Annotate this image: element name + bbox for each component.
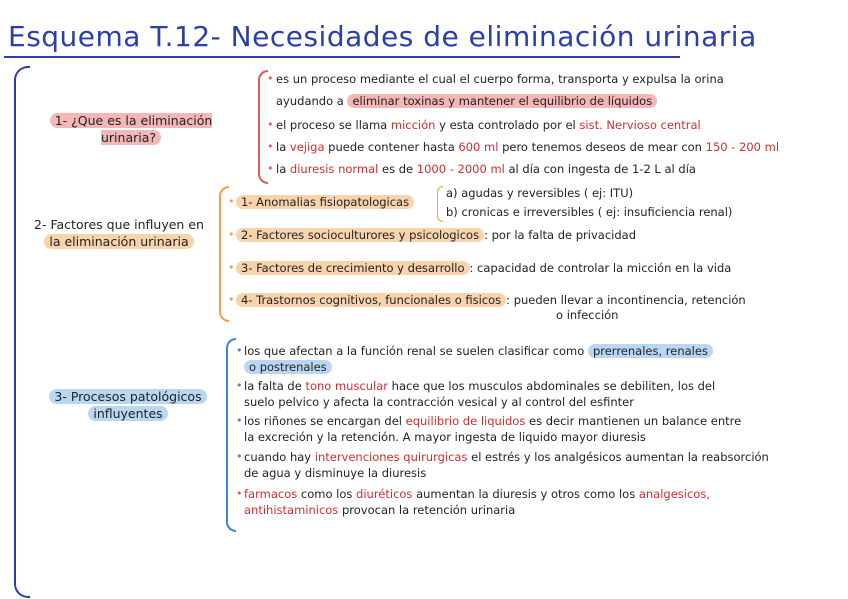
factor1-b: b) cronicas e irreversibles ( ej: insuficiencia renal) [446, 205, 733, 219]
factor1: 1- Anomalias fisiopatologicas [236, 195, 414, 210]
bullet: • [236, 379, 243, 392]
s3-point1-line1: los que afectan a la función renal se suelen clasificar como prerrenales, renales [244, 344, 713, 359]
bullet: • [267, 162, 274, 175]
page-title: Esquema T.12- Necesidades de eliminación urinaria [8, 20, 757, 53]
bullet: • [236, 487, 243, 500]
bullet: • [228, 195, 235, 208]
s3-point4-line1: cuando hay intervenciones quirurgicas el estrés y los analgésicos aumentan la reabsorción [244, 450, 769, 464]
s1-point4: la diuresis normal es de 1000 - 2000 ml al día con ingesta de 1-2 L al día [276, 162, 696, 176]
title-underline [4, 56, 680, 58]
section2-label: 2- Factores que influyen en la eliminación urinaria [34, 217, 204, 249]
s3-point5-line1: farmacos como los diuréticos aumentan la diuresis y otros como los analgesicos, [244, 487, 710, 501]
bullet: • [267, 140, 274, 153]
s3-point3-line1: los riñones se encargan del equilibrio de liquidos es decir mantienen un balance entre [244, 414, 742, 428]
s1-point3: la vejiga puede contener hasta 600 ml pero tenemos deseos de mear con 150 - 200 ml [276, 140, 780, 154]
s3-point3-line2: la excreción y la retención. A mayor ingesta de liquido mayor diuresis [244, 430, 646, 444]
s1-point2: el proceso se llama micción y esta controlado por el sist. Nervioso central [276, 118, 701, 132]
s1-point1-line1: es un proceso mediante el cual el cuerpo forma, transporta y expulsa la orina [276, 72, 724, 86]
factor4-line2: o infección [556, 308, 619, 322]
s3-point2-line2: suelo pelvico y afecta la contracción vesical y al control del esfinter [244, 395, 634, 409]
s3-point2-line1: la falta de tono muscular hace que los musculos abdominales se debiliten, los del [244, 379, 716, 393]
factor2: 2- Factores socioculturores y psicologicos : por la falta de privacidad [236, 228, 636, 243]
bullet: • [236, 414, 243, 427]
bullet: • [228, 293, 235, 306]
bullet: • [228, 261, 235, 274]
factor4: 4- Trastornos cognitivos, funcionales o fisicos : pueden llevar a incontinencia, retención [236, 293, 746, 308]
s3-point4-line2: de agua y disminuye la diuresis [244, 466, 427, 480]
factor3: 3- Factores de crecimiento y desarrollo : capacidad de controlar la micción en la vida [236, 261, 731, 276]
factor1-brace [437, 186, 443, 222]
bullet: • [228, 228, 235, 241]
s3-point5-line2: antihistaminicos provocan la retención urinaria [244, 503, 516, 517]
bullet: • [267, 118, 274, 131]
bullet: • [236, 450, 243, 463]
s3-point1-line2: o postrenales [244, 360, 332, 375]
section3-brace [226, 338, 236, 532]
s1-point1-line2: ayudando a eliminar toxinas y mantener el equilibrio de líquidos [276, 94, 657, 109]
bullet: • [267, 72, 274, 85]
factor1-a: a) agudas y reversibles ( ej: ITU) [446, 186, 634, 200]
bullet: • [236, 344, 243, 357]
section3-label: 3- Procesos patológicos influyentes [30, 388, 226, 422]
section1-label: 1- ¿Que es la eliminación urinaria? [20, 112, 242, 146]
